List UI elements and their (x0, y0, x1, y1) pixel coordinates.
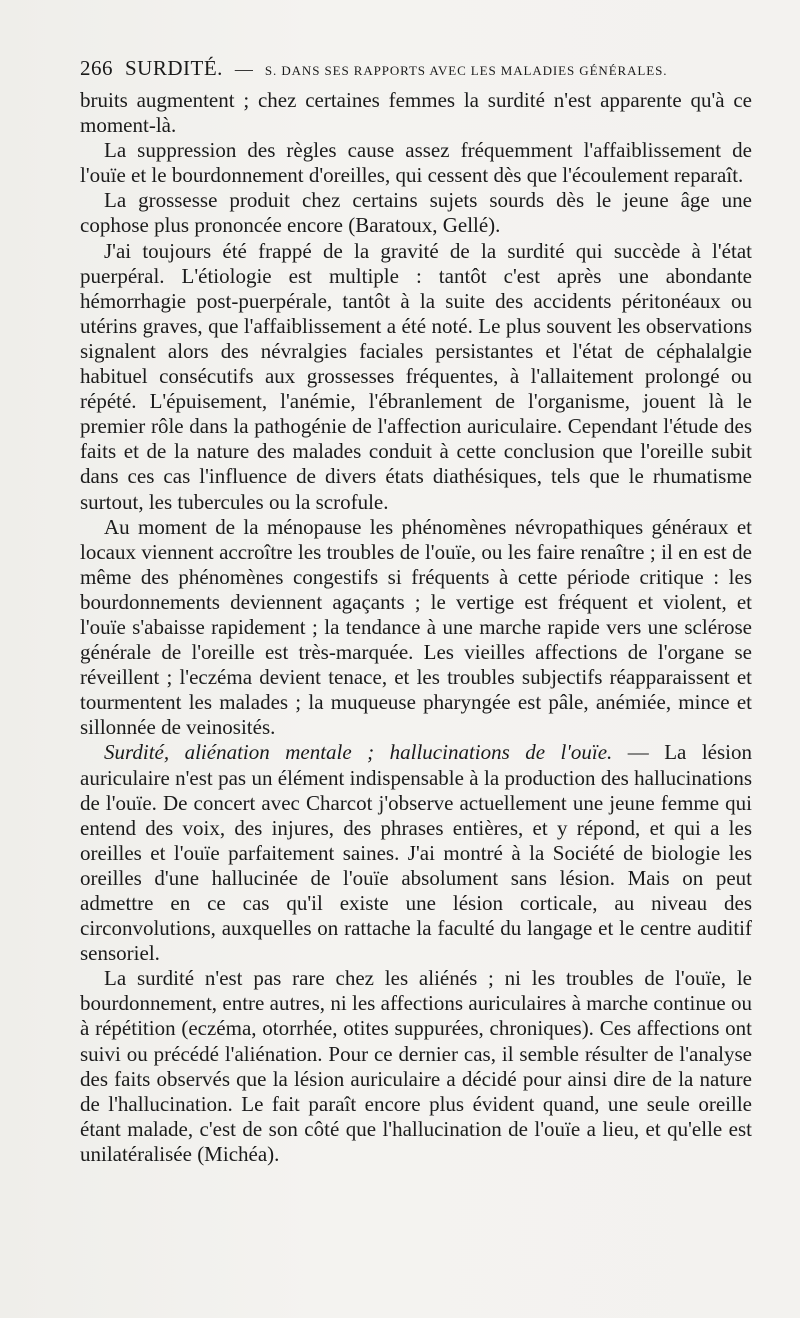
running-head (80, 56, 720, 81)
section-heading: Surdité, aliénation mentale ; hallucinations de l'ouïe. (104, 740, 613, 765)
page-number: 266 (80, 56, 113, 80)
paragraph-menopause: Au moment de la ménopause les phénomènes névropathiques généraux et locaux viennent accroître les troubles de l'ouïe, ou les faire renaître ; il en est de même des phénomènes congestifs si fréquents à cette période critique : les bourdonnements deviennent agaçants ; le vertige est fréquent et violent, et l'ouïe s'abaisse rapidement ; la tendance à une marche rapide vers une sclérose générale de l'oreille est très-marquée. Les vieilles affections de l'organe se réveillent ; l'eczéma devient tenace, et les troubles subjectifs réapparaissent et tourmentent les malades ; la muqueuse pharyngée est pâle, anémiée, mince et sillonnée de veinosités. (80, 514, 752, 740)
running-head-title: SURDITÉ. (125, 56, 223, 80)
paragraph-suppression-regles: La suppression des règles cause assez fréquemment l'affaiblissement de l'ouïe et le bourdonnement d'oreilles, qui cessent dès que l'écoulement reparaît. (80, 138, 752, 188)
paragraph-surdite-alienes: La surdité n'est pas rare chez les aliénés ; ni les troubles de l'ouïe, le bourdonnement, entre autres, ni les affections auriculaires à marche continue ou à répétition (eczéma, otorrhée, otites suppurées, chroniques). Ces affections ont suivi ou précédé l'aliénation. Pour ce dernier cas, il semble résulter de l'analyse des faits observés que la lésion auriculaire a décidé pour ainsi dire de la nature de l'hallucination. Le fait paraît encore plus évident quand, une seule oreille étant malade, c'est de son côté que l'hallucination de l'ouïe a lieu, et qu'elle est unilatéralisée (Michéa). (80, 966, 752, 1166)
paragraph-hallucinations-text: — La lésion auriculaire n'est pas un élément indispensable à la production des hallucinations de l'ouïe. De concert avec Charcot j'observe actuellement une jeune femme qui entend des voix, des injures, des phrases entières, et y répond, et qui a les oreilles et l'ouïe parfaitement saines. J'ai montré à la Société de biologie les oreilles d'une hallucinée de l'ouïe absolument sans lésion. Mais on peut admettre en ce cas qu'il existe une lésion corticale, au niveau des circonvolutions, auxquelles on rattache la faculté du langage et le centre auditif sensoriel. (80, 740, 752, 966)
body-text (80, 88, 752, 1167)
running-head-dash: — (234, 59, 253, 79)
running-head-subtitle: S. DANS SES RAPPORTS AVEC LES MALADIES GÉNÉRALES. (264, 63, 668, 78)
paragraph-alienation-mentale (80, 740, 752, 966)
paragraph-continuation: bruits augmentent ; chez certaines femmes la surdité n'est apparente qu'à ce moment-là. (80, 88, 752, 138)
paragraph-grossesse: La grossesse produit chez certains sujets sourds dès le jeune âge une cophose plus prononcée encore (Baratoux, Gellé). (80, 188, 752, 238)
paragraph-etat-puerperal: J'ai toujours été frappé de la gravité de la surdité qui succède à l'état puerpéral. L'étiologie est multiple : tantôt c'est après une abondante hémorrhagie post-puerpérale, tantôt à la suite des accidents péritonéaux ou utérins graves, que l'affaiblissement a été noté. Le plus souvent les observations signalent alors des névralgies faciales persistantes et l'état de céphalalgie habituel consécutifs aux grossesses fréquentes, à l'allaitement prolongé ou répété. L'épuisement, l'anémie, l'ébranlement de l'organisme, jouent là le premier rôle dans la pathogénie de l'affection auriculaire. Cependant l'étude des faits et de la nature des malades conduit à cette conclusion que l'oreille subit dans ces cas l'influence de divers états diathésiques, tels que le rhumatisme surtout, les tubercules ou la scrofule. (80, 238, 752, 514)
